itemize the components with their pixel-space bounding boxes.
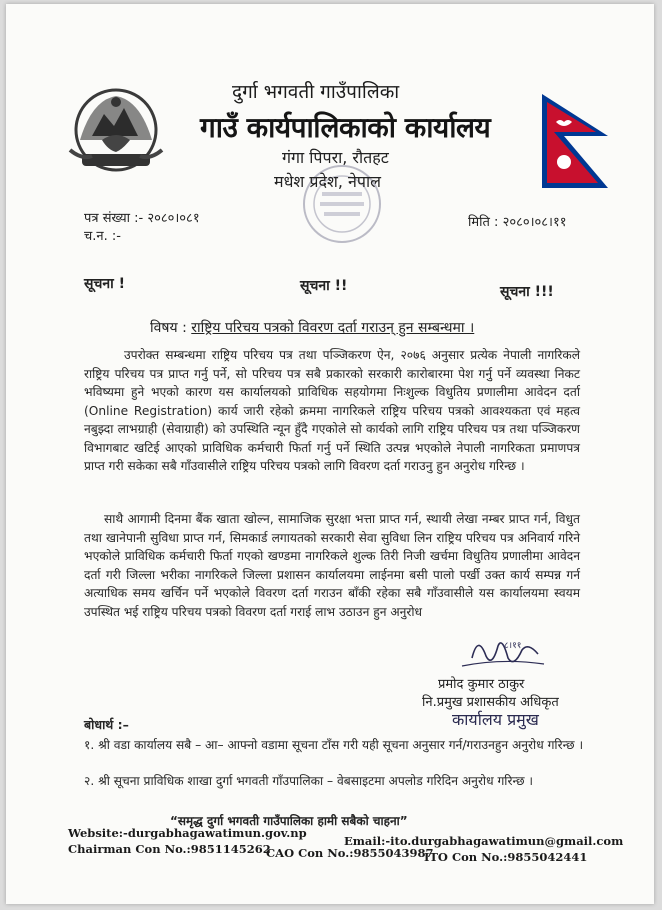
dispatch-number: च.न. :- (84, 229, 121, 244)
cc-heading: बोधार्थ :– (84, 717, 129, 732)
footer-ito-contact: ITO Con No.:9855042441 (424, 850, 588, 864)
letter-number: पत्र संख्या :- २०८०।०८१ (84, 211, 200, 226)
footer-slogan: “समृद्ध दुर्गा भगवती गाउँपालिका हामी सबैको चाहना” (170, 814, 408, 828)
notice-heading-1: सूचना ! (84, 276, 126, 292)
body-paragraph-1: उपरोक्त सम्बन्धमा राष्ट्रिय परिचय पत्र तथा पञ्जिकरण ऐन, २०७६ अनुसार प्रत्येक नेपाली नागरिकले राष्ट्रिय परिचय पत्र प्राप्त गर्नु पर्ने, सो परिचय पत्र सबै प्रकारको सरकारी कारोबारमा पेश गर्नु पर्ने व्यवस्था निकट भविष्यमा हुने भएको कारण यस कार्यालयको प्राविधिक सहयोगमा निःशुल्क विधुतिय प्रणालीमा आवेदन दर्ता (Online Registration) कार्य जारी रहेको क्रममा नागरिकले राष्ट्रिय परिचय पत्रको आवश्यकता एवं महत्व नबुझ्दा लाभग्राही (सेवाग्राही) को उपस्थिति न्यून हुँदै गएकोले सो कार्यको लागि राष्ट्रिय परिचय पत्र तथा पञ्जिकरण विभागबाट खटिई आएको प्राविधिक कर्मचारी फिर्ता गर्नु पर्ने स्थिति उत्पन्न भएकोले नेपाली नागरिकता प्रमाणपत्र प्राप्त गरी सकेका सबै गाँउवासीले राष्ट्रिय परिचय पत्रको लागि विवरण दर्ता गराउनु हुन अनुरोध गरिन्छ । (84, 348, 580, 473)
office-head-stamp: कार्यालय प्रमुख (452, 710, 539, 729)
nepal-emblem-icon (62, 80, 170, 176)
subject-label: विषय : (150, 320, 187, 336)
svg-text:८।११: ८।११ (504, 641, 522, 651)
office-title: गाउँ कार्यपालिकाको कार्यालय (200, 111, 491, 144)
footer-email: Email:-ito.durgabhagawatimun@gmail.com (344, 834, 624, 848)
subject-text: राष्ट्रिय परिचय पत्रको विवरण दर्ता गराउन् हुन सम्बन्धमा । (191, 320, 475, 336)
nepal-flag-icon (538, 92, 612, 190)
signature-icon (452, 628, 552, 676)
municipality-name: दुर्गा भगवती गाउँपालिका (232, 81, 400, 103)
notice-heading-3: सूचना !!! (500, 284, 554, 300)
cc-item-1: १. श्री वडा कार्यालय सबै – आ– आफ्नो वडामा सूचना टाँस गरी यही सूचना अनुसार गर्न/गराउनहुन अनुरोध गरिन्छ । (84, 738, 584, 752)
address-line-1: गंगा पिपरा, रौतहट (282, 148, 389, 167)
body-paragraph-2: साथै आगामी दिनमा बैंक खाता खोल्न, सामाजिक सुरक्षा भत्ता प्राप्त गर्न, स्थायी लेखा नम्बर प्राप्त गर्न, विधुत तथा खानेपानी सुविधा प्राप्त गर्न, सिमकार्ड लगायतको सरकारी सेवा सुविधा लिन राष्ट्रिय परिचय पत्र अनिवार्य गरिने भएकोले प्राविधिक कर्मचारी फिर्ता गएको खण्डमा नागरिकले शुल्क तिरी निजी खर्चमा विधुतिय प्रणालीमा आवेदन दर्ता गरी जिल्ला भरीका नागरिकले जिल्ला प्रशासन कार्यालयमा लाईनमा बसी पालो पर्खी उक्त कार्य सम्पन्न गर्न अत्याधिक समय खर्चिन पर्ने भएकोले विवरण दर्ता गराउन बाँकी रहेका सबै गाँउवासीले यस कार्यालयमा स्वयम उपस्थित भई राष्ट्रिय परिचय पत्रको विवरण दर्ता गराई लाभ उठाउन हुन अनुरोध (84, 512, 580, 619)
subject-line (150, 318, 474, 337)
signatory-designation: नि.प्रमुख प्रशासकीय अधिकृत (422, 695, 559, 710)
cc-item-2: २. श्री सूचना प्राविधिक शाखा दुर्गा भगवती गाँउपालिका – वेबसाइटमा अपलोड गरिदिन अनुरोध गरिन्छ । (84, 774, 533, 788)
letter-date: मिति : २०८०।०८।११ (468, 215, 567, 230)
footer-website: Website:-durgabhagawatimun.gov.np (68, 826, 307, 840)
signatory-name: प्रमोद कुमार ठाकुर (438, 677, 525, 692)
footer-cao-contact: CAO Con No.:9855043987 (266, 846, 434, 860)
address-line-2: मधेश प्रदेश, नेपाल (274, 172, 381, 191)
footer-chairman-contact: Chairman Con No.:9851145262 (68, 842, 271, 856)
notice-heading-2: सूचना !! (300, 278, 348, 294)
